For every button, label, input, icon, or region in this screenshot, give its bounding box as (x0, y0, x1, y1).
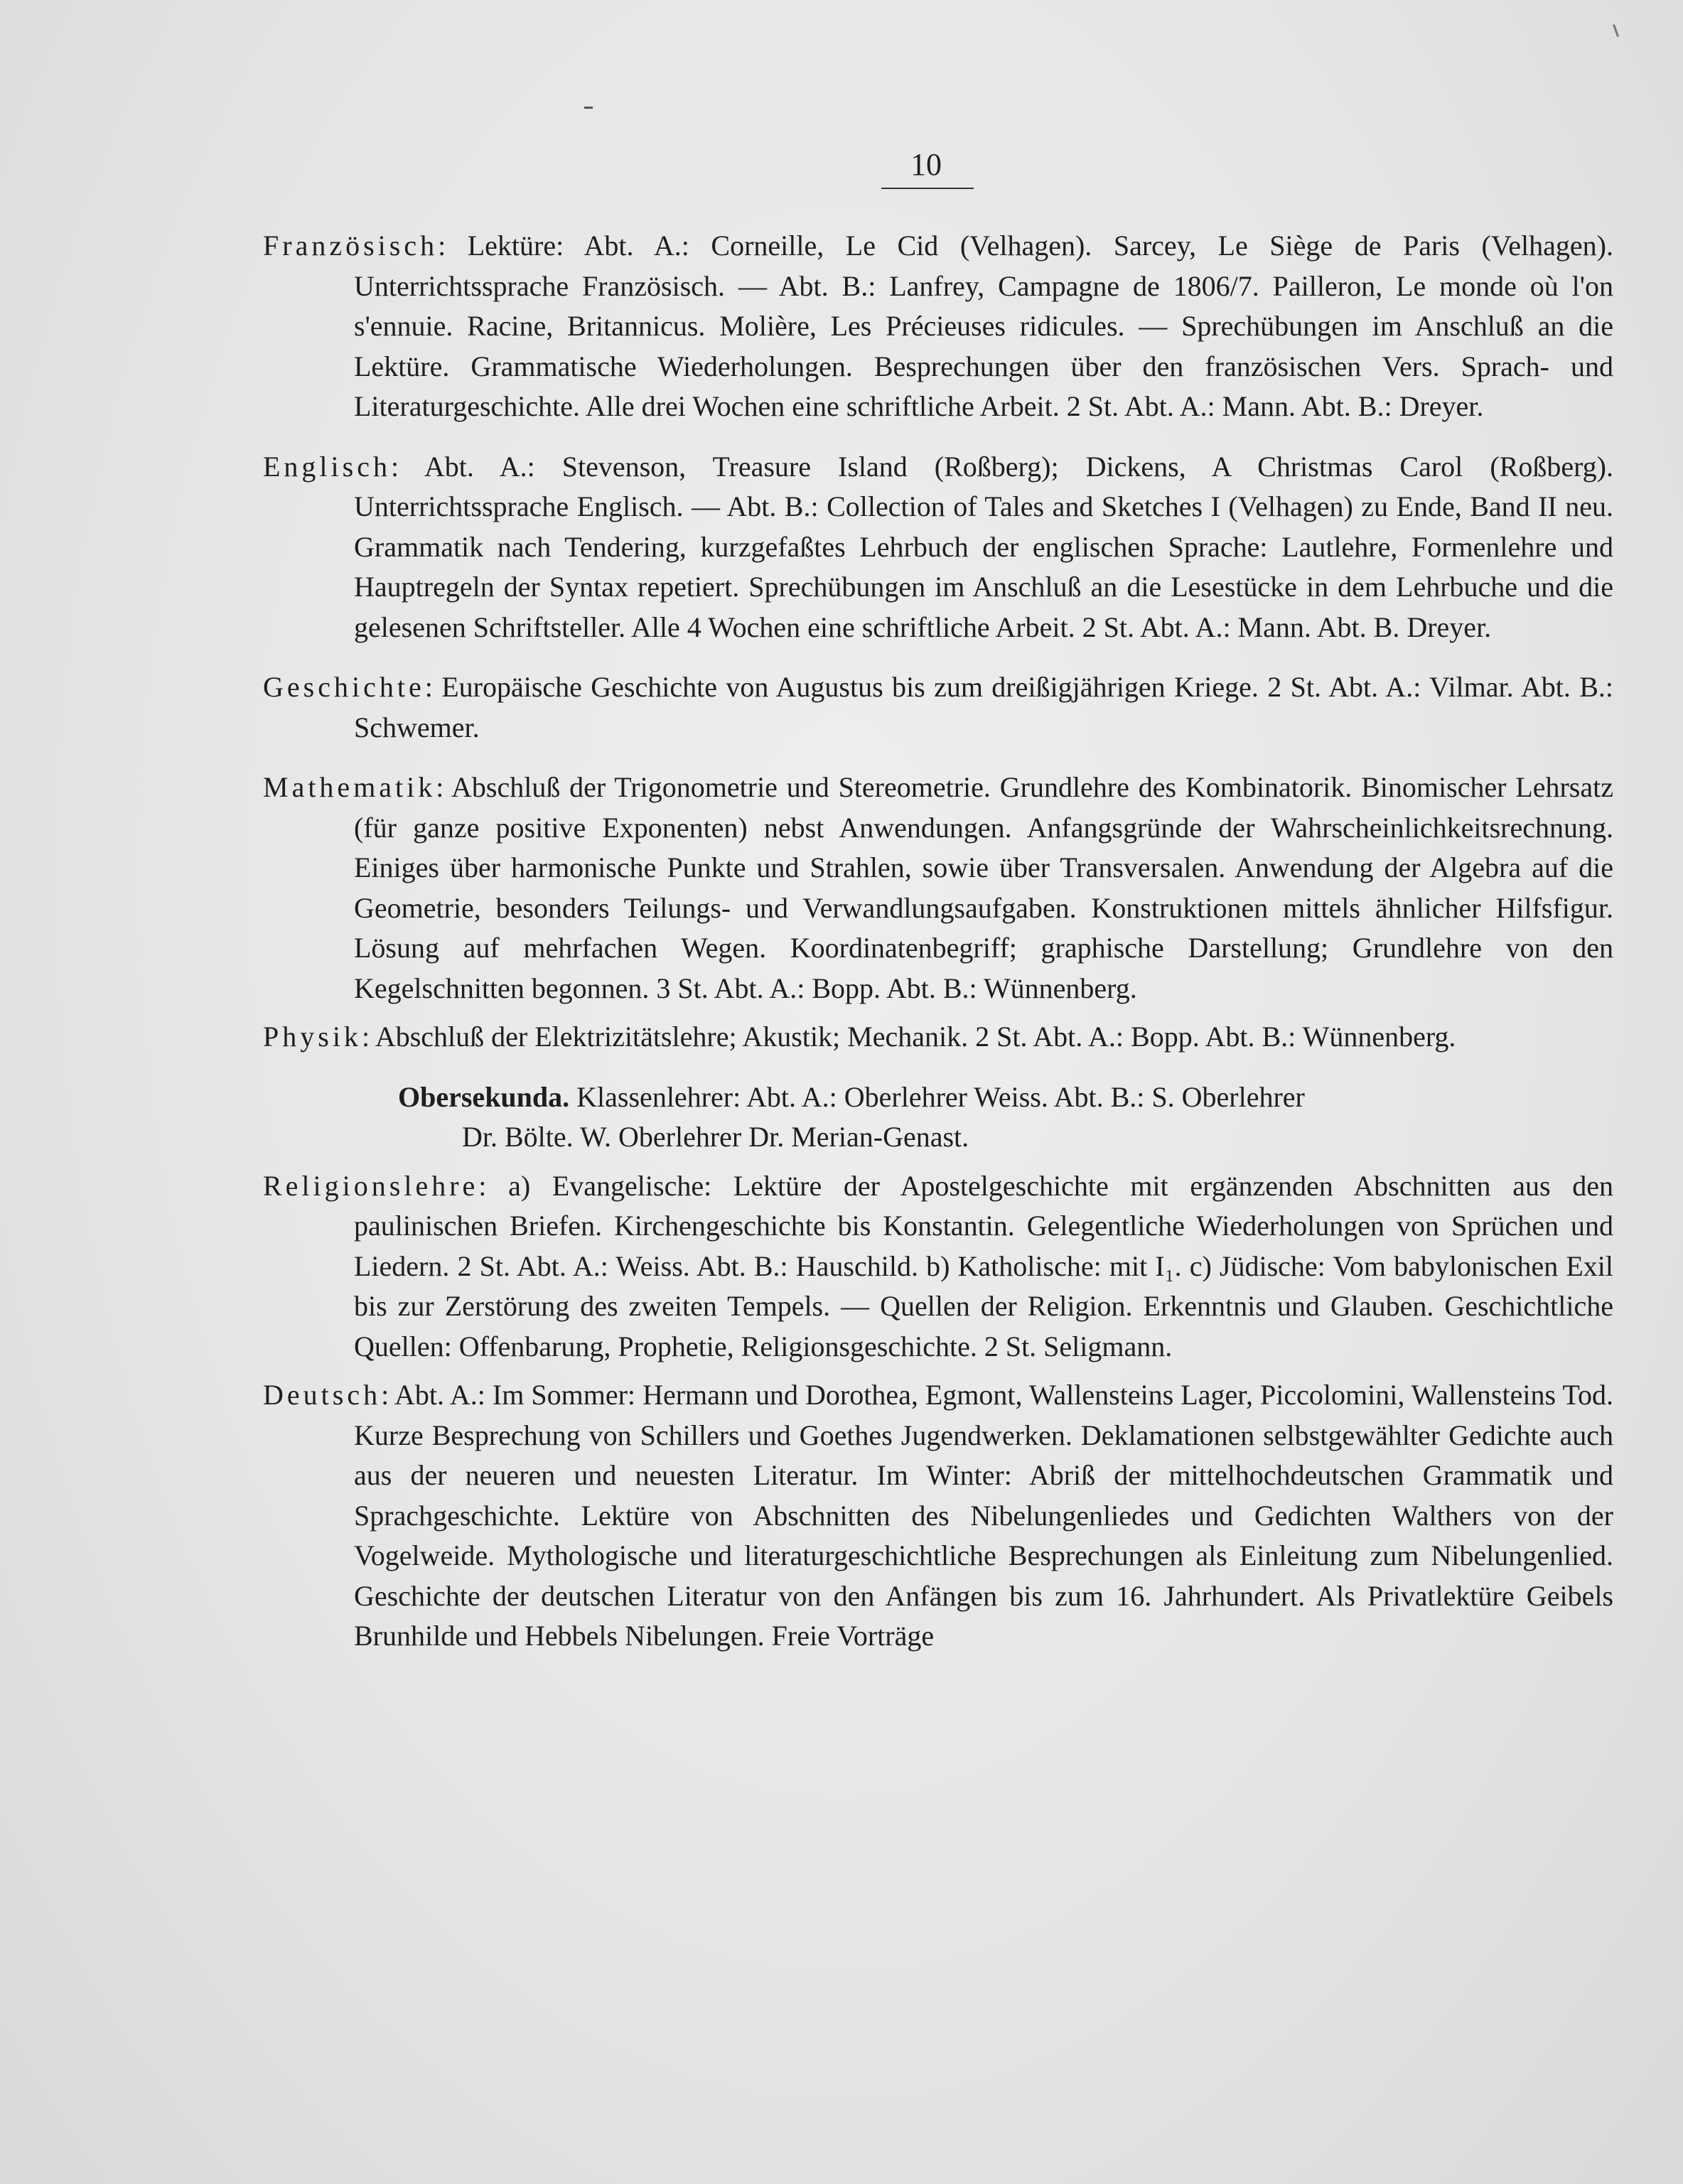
subject-paragraph-deutsch (263, 1375, 1613, 1657)
stray-mark (1613, 24, 1619, 37)
subject-heading: Mathematik (263, 771, 436, 803)
subject-heading: Französisch (263, 230, 439, 262)
subject-paragraph-mathematik (263, 768, 1613, 1008)
paragraph-text: : Abt. A.: Im Sommer: Hermann und Dorothea, Egmont, Wallensteins Lager, Piccolomini, Wallensteins Tod. Kurze Besprechung von Schillers und Goethes Jugendwerken. Deklamationen selbstgewählter Gedichte auch aus der neueren und neuesten Literatur. Im Winter: Abriß der mittelhochdeutschen Grammatik und Sprachgeschichte. Lektüre von Abschnitten des Nibelungenliedes und Gedichten Walthers von der Vogelweide. Mythologische und literaturgeschichtliche Besprechungen als Einleitung zum Nibelungenlied. Geschichte der deutschen Literatur von den Anfängen bis zum 16. Jahrhundert. Als Privatlektüre Geibels Brunhilde und Hebbels Nibelungen. Freie Vorträge (354, 1379, 1613, 1652)
subject-paragraph-geschichte (263, 667, 1613, 748)
paragraph-text: : a) Evangelische: Lektüre der Apostelgeschichte mit ergänzenden Abschnitten aus den paulinischen Briefen. Kirchengeschichte bis Konstantin. Gelegentliche Wiederholungen von Sprüchen und Liedern. 2 St. Abt. A.: Weiss. Abt. B.: Hauschild. b) Katholische: mit I₁. c) Jüdische: Vom babylonischen Exil bis zur Zerstörung des zweiten Tempels. — Quellen der Religion. Erkenntnis und Glauben. Geschichtliche Quellen: Offenbarung, Prophetie, Religionsgeschichte. 2 St. Seligmann. (354, 1169, 1613, 1362)
subject-paragraph-franzoesisch (263, 226, 1613, 427)
subject-paragraph-physik (263, 1017, 1613, 1058)
class-section-heading (263, 1077, 1613, 1158)
subject-paragraph-religionslehre (263, 1166, 1613, 1367)
subject-heading: Religionslehre (263, 1169, 479, 1202)
paragraph-text: : Abschluß der Elektrizitätslehre; Akustik; Mechanik. 2 St. Abt. A.: Bopp. Abt. B.: Wünnenberg. (361, 1021, 1456, 1053)
paragraph-text: : Europäische Geschichte von Augustus bis zum dreißigjährigen Kriege. 2 St. Abt. A.: Vilmar. Abt. B.: Schwemer. (354, 671, 1613, 743)
page-number-rule (881, 188, 974, 189)
page-body (263, 226, 1613, 1657)
paragraph-text: : Lektüre: Abt. A.: Corneille, Le Cid (Velhagen). Sarcey, Le Siège de Paris (Velhagen). Unterrichtssprache Französisch. — Abt. B.: Lanfrey, Campagne de 1806/7. Pailleron, Le monde où l'on s'ennuie. Racine, Britannicus. Molière, Les Précieuses ridicules. — Sprechübungen im Anschluß an die Lektüre. Grammatische Wiederholungen. Besprechungen über den französischen Vers. Sprach- und Literaturgeschichte. Alle drei Wochen eine schriftliche Arbeit. 2 St. Abt. A.: Mann. Abt. B.: Dreyer. (354, 230, 1613, 422)
stray-mark (584, 107, 593, 109)
subject-heading: Geschichte (263, 671, 425, 703)
class-teacher-text: Klassenlehrer: Abt. A.: Oberlehrer Weiss. Abt. B.: S. Oberlehrer (576, 1080, 1305, 1113)
subject-paragraph-englisch (263, 447, 1613, 648)
paragraph-text: : Abt. A.: Stevenson, Treasure Island (Roßberg); Dickens, A Christmas Carol (Roßberg). Unterrichtssprache Englisch. — Abt. B.: Collection of Tales and Sketches I (Velhagen) zu Ende, Band II neu. Grammatik nach Tendering, kurzgefaßtes Lehrbuch der englischen Sprache: Lautlehre, Formenlehre und Hauptregeln der Syntax repetiert. Sprechübungen im Anschluß an die Lesestücke in dem Lehrbuche und die gelesenen Schriftsteller. Alle 4 Wochen eine schriftliche Arbeit. 2 St. Abt. A.: Mann. Abt. B. Dreyer. (354, 450, 1613, 643)
class-teacher-line-2: Dr. Bölte. W. Oberlehrer Dr. Merian-Genast. (462, 1121, 969, 1153)
section-title: Obersekunda. (398, 1080, 570, 1113)
paragraph-text: : Abschluß der Trigonometrie und Stereometrie. Grundlehre des Kombinatorik. Binomischer Lehrsatz (für ganze positive Exponenten) nebst Anwendungen. Anfangsgründe der Wahrscheinlichkeitsrechnung. Einiges über harmonische Punkte und Strahlen, sowie über Transversalen. Anwendung der Algebra auf die Geometrie, besonders Teilungs- und Verwandlungsaufgaben. Konstruktionen mittels ähnlicher Hilfsfigur. Lösung auf mehrfachen Wegen. Koordinatenbegriff; graphische Darstellung; Grundlehre von den Kegelschnitten begonnen. 3 St. Abt. A.: Bopp. Abt. B.: Wünnenberg. (354, 771, 1613, 1004)
subject-heading: Physik (263, 1021, 362, 1053)
subject-heading: Englisch (263, 450, 391, 483)
page-number: 10 (910, 147, 942, 182)
class-teacher-line (398, 1077, 1613, 1118)
subject-heading: Deutsch (263, 1379, 382, 1411)
